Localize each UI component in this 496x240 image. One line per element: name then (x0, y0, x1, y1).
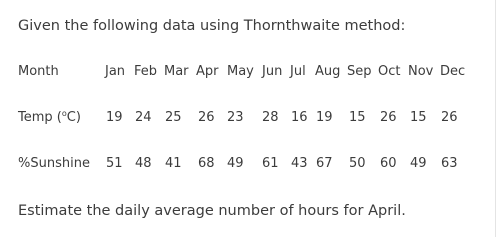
temperature-cell: 16 (291, 110, 308, 125)
intro-text: Given the following data using Thornthwaite method: (18, 18, 406, 34)
month-cell: May (227, 64, 254, 79)
sunshine-cell: 63 (441, 156, 458, 171)
temperature-cell: 24 (135, 110, 152, 125)
month-cell: Nov (408, 64, 434, 79)
temperature-cell: 15 (349, 110, 366, 125)
temperature-cell: 25 (165, 110, 182, 125)
sunshine-cell: 48 (135, 156, 152, 171)
month-cell: Jan (105, 64, 126, 79)
sunshine-cell: 43 (291, 156, 308, 171)
sunshine-cell: 51 (106, 156, 123, 171)
sunshine-cell: 49 (410, 156, 427, 171)
temperature-cell: 28 (262, 110, 279, 125)
temperature-cell: 19 (316, 110, 333, 125)
month-cell: Mar (164, 64, 189, 79)
month-cell: Sep (347, 64, 372, 79)
sunshine-cell: 41 (165, 156, 182, 171)
month-cell: Feb (134, 64, 158, 79)
temperature-cell: 26 (441, 110, 458, 125)
temperature-cell: 15 (410, 110, 427, 125)
month-cell: Aug (315, 64, 341, 79)
temperature-cell: 19 (106, 110, 123, 125)
month-cell: Dec (440, 64, 466, 79)
month-cell: Jul (290, 64, 306, 79)
temperature-row (0, 110, 496, 130)
month-cell: Oct (378, 64, 401, 79)
sunshine-cell: 50 (349, 156, 366, 171)
month-cell: Jun (262, 64, 283, 79)
temperature-cell: 26 (198, 110, 215, 125)
sunshine-cell: 67 (316, 156, 333, 171)
sunshine-row (0, 156, 496, 176)
sunshine-cell: 60 (380, 156, 397, 171)
question-text: Estimate the daily average number of hours for April. (18, 203, 406, 219)
sunshine-cell: 61 (262, 156, 279, 171)
month-row-label: Month (18, 64, 59, 79)
sunshine-cell: 68 (198, 156, 215, 171)
sunshine-row-label: %Sunshine (18, 156, 90, 171)
temperature-row-label: Temp ($^o$C) (18, 109, 81, 125)
temperature-cell: 26 (380, 110, 397, 125)
month-cell: Apr (196, 64, 219, 79)
sunshine-cell: 49 (227, 156, 244, 171)
temperature-cell: 23 (227, 110, 244, 125)
month-row (0, 64, 496, 84)
